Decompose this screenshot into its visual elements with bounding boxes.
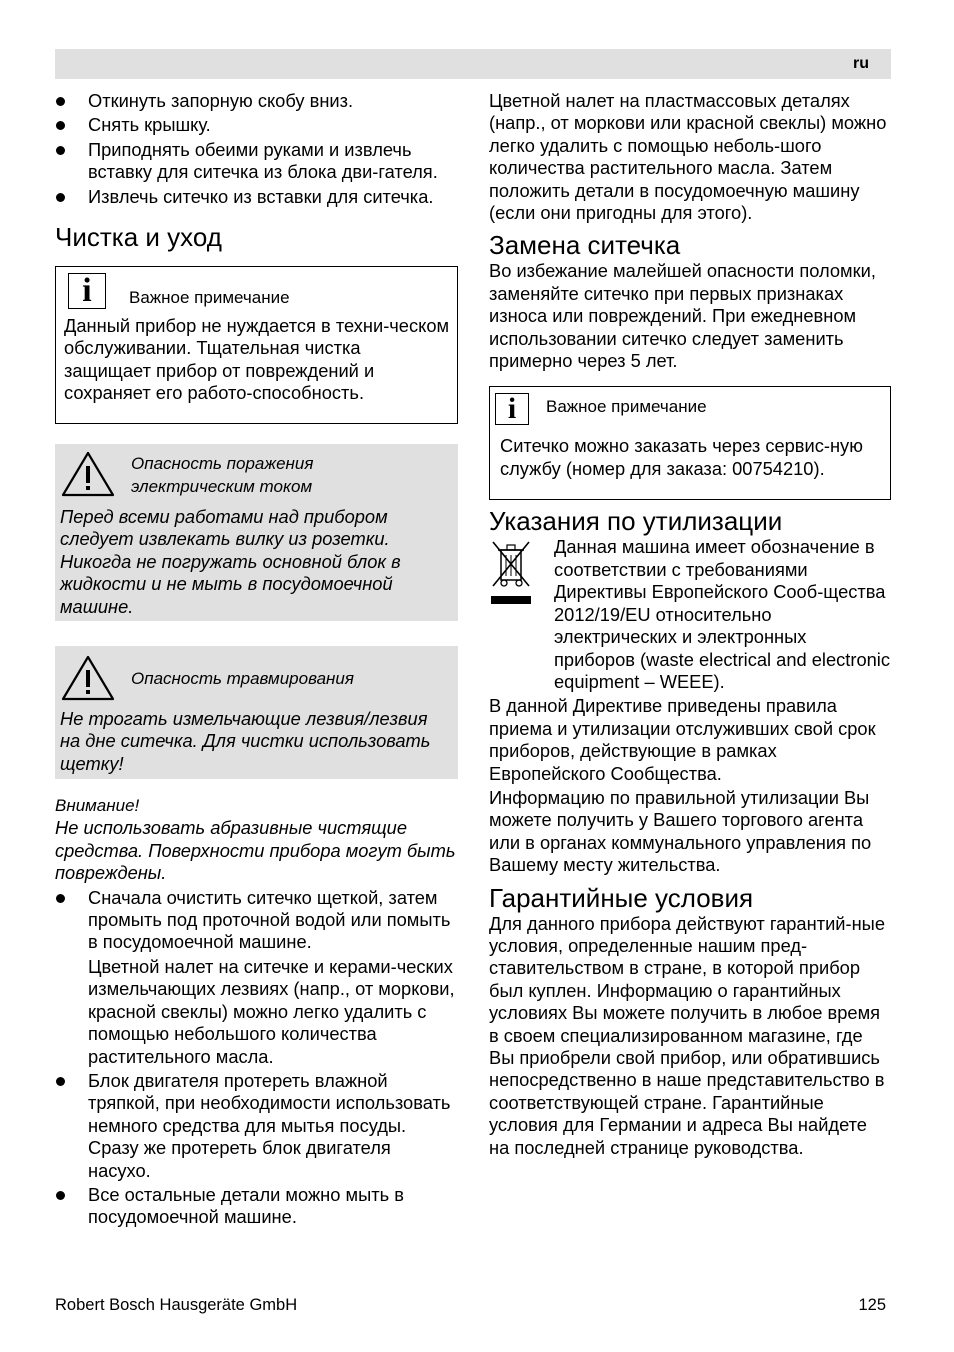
footer-company: Robert Bosch Hausgeräte GmbH (55, 1296, 298, 1314)
warning-title: Опасность поражения электрическим током (131, 454, 314, 497)
attention-text: Не использовать абразивные чистящие средства. Поверхности прибора могут быть повреждены. (55, 817, 456, 884)
language-code: ru (853, 55, 869, 72)
important-notice-box (55, 266, 458, 424)
important-notice-box (489, 386, 891, 500)
heading-disposal: Указания по утилизации (489, 506, 783, 537)
disposal-directive-text: В данной Директиве приведены правила приема и утилизации отслуживших свой срок приборов, действующие в рамках Европейского Сообщества. (489, 695, 876, 784)
heading-warranty: Гарантийные условия (489, 882, 754, 913)
warning-body: Перед всеми работами над прибором следует извлекать вилку из розетки. Никогда не погружать основной блок в жидкости и не мыть в посудомоечной машине. (60, 506, 401, 617)
warning-title: Опасность травмирования (131, 669, 354, 689)
notice-body: Данный прибор не нуждается в техни-ческом обслуживании. Тщательная чистка защищает прибор от повреждений и сохраняет его работо-способность. (64, 315, 450, 404)
list-item: Откинуть запорную скобу вниз. (55, 90, 458, 112)
cleaning-note: Цветной налет на ситечке и керами-ческих измельчающих лезвиях (напр., от моркови, красной свеклы) можно легко удалить с помощью небольшого количества растительного масла. (88, 955, 455, 1067)
list-item: Приподнять обеими руками и извлечь вставку для ситечка из блока дви-гателя. (55, 139, 458, 184)
info-icon: i (495, 393, 529, 425)
disposal-block (489, 536, 891, 693)
disposal-text: Данная машина имеет обозначение в соответствии с требованиями Директивы Европейского Сооб-щества 2012/19/EU относительно электрических и электронных приборов (waste electrical and electronic equipment – WEEE). (554, 536, 890, 692)
warning-triangle-icon (60, 654, 116, 702)
bullet-icon (56, 894, 65, 903)
list-item: Блок двигателя протереть влажной тряпкой, при необходимости использовать немного средства для мытья посуды. Сразу же протереть блок двигателя насухо. (55, 1070, 458, 1182)
warning-triangle-icon (60, 450, 116, 498)
list-item: Извлечь ситечко из вставки для ситечка. (55, 186, 458, 208)
list-item: Сначала очистить ситечко щеткой, затем промыть под проточной водой или помыть в посудомоечной машине. Цветной налет на ситечке и керами-ческих измельчающих лезвиях (напр., от моркови, красной свеклы) можно легко удалить с помощью небольшого количества растительного масла. (55, 887, 458, 1068)
notice-title: Важное примечание (129, 288, 290, 308)
weee-crossed-bin-icon (489, 538, 533, 606)
heading-replace-filter: Замена ситечка (489, 230, 681, 261)
info-icon: i (68, 273, 106, 309)
list-item: Снять крышку. (55, 114, 458, 136)
bullet-icon (56, 1077, 65, 1086)
attention-label: Внимание! (55, 796, 140, 816)
plastic-parts-note: Цветной налет на пластмассовых деталях (напр., от моркови или красной свеклы) можно легко удалить с помощью неболь-шого количества растительного масла. Затем положить детали в посудомоечную машину (если они пригодны для этого). (489, 90, 887, 224)
bullet-icon (56, 1191, 65, 1200)
bullet-icon (56, 97, 65, 106)
replace-text: Во избежание малейшей опасности поломки, заменяйте ситечко при первых признаках износа или повреждений. При ежедневном использовании ситечко следует заменить примерно через 5 лет. (489, 260, 876, 372)
disposal-info-text: Информацию по правильной утилизации Вы можете получить у Вашего торгового агента или в органах коммунального управления по Вашему месту жительства. (489, 786, 872, 876)
injury-warning (55, 646, 458, 779)
notice-body: Ситечко можно заказать через сервис-ную службу (номер для заказа: 00754210). (500, 435, 863, 479)
left-column (55, 90, 458, 1231)
electric-shock-warning (55, 444, 458, 621)
cleaning-steps-list (55, 887, 458, 1229)
bullet-icon (56, 121, 65, 130)
page-number: 125 (858, 1296, 886, 1314)
heading-care: Чистка и уход (55, 222, 222, 253)
notice-title: Важное примечание (546, 397, 707, 417)
removal-steps-list (55, 90, 458, 208)
warning-body: Не трогать измельчающие лезвия/лезвия на дне ситечка. Для чистки использовать щетку! (60, 708, 431, 774)
bullet-icon (56, 146, 65, 155)
bullet-icon (56, 193, 65, 202)
right-column (489, 90, 891, 1159)
list-item: Все остальные детали можно мыть в посудомоечной машине. (55, 1184, 458, 1229)
warranty-text: Для данного прибора действуют гарантий-ные условия, определенные нашим пред-ставительством в стране, в которой прибор был куплен. Информацию о гарантийных условиях Вы можете получить в любое время в своем специализированном магазине, где Вы приобрели свой прибор, или обратившись непосредственно в наше представительство в соответствующей стране. Гарантийные условия для Германии и адреса Вы найдете на последней странице руководства. (489, 912, 885, 1158)
header-bar (55, 49, 891, 79)
